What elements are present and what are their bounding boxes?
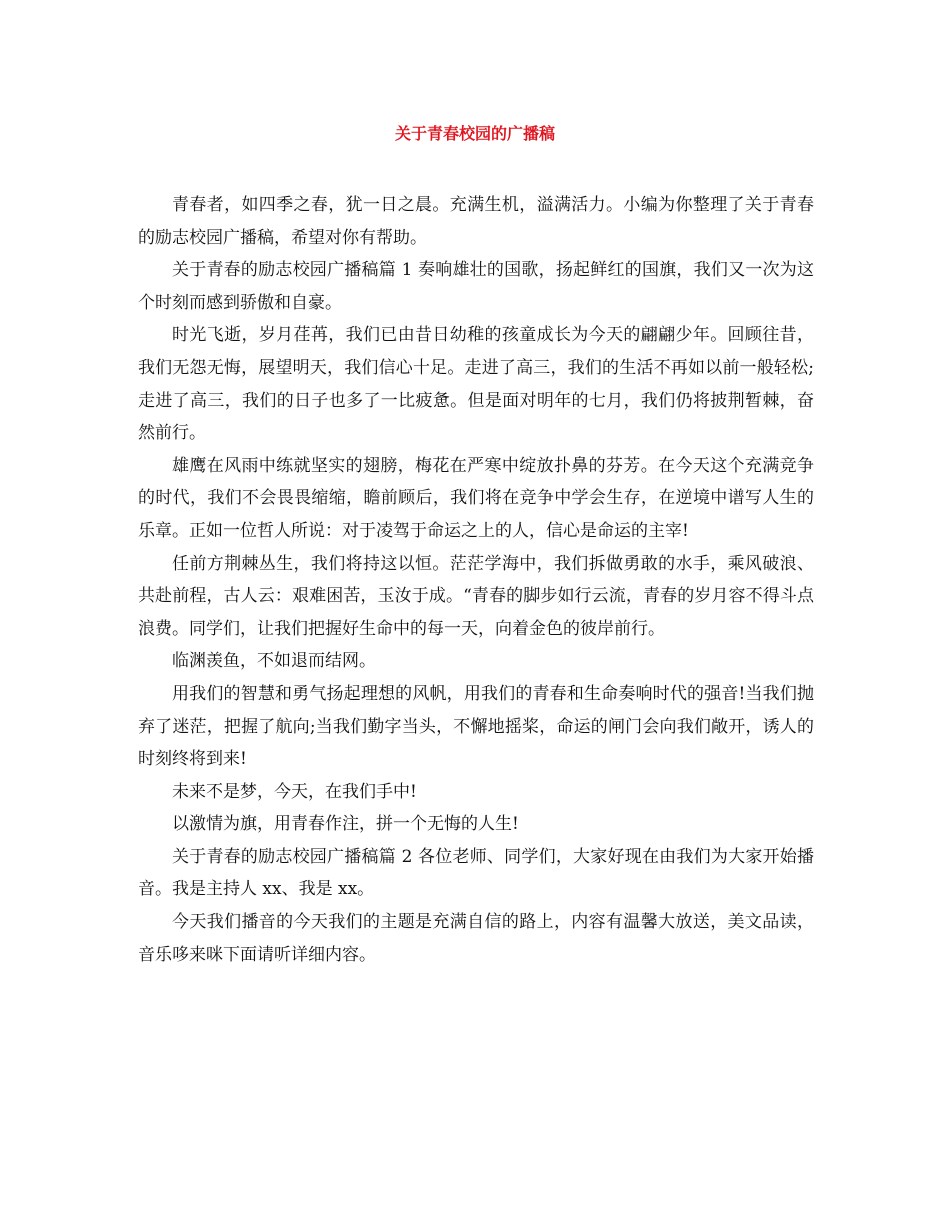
document-title: 关于青春校园的广播稿 [394,124,555,143]
paragraph-passion: 以激情为旗，用青春作注，拼一个无悔的人生! [172,814,519,835]
paragraph-future: 未来不是梦，今天，在我们手中! [172,781,417,802]
paragraph-time-flies: 时光飞逝，岁月荏苒，我们已由昔日幼稚的孩童成长为今天的翩翩少年。回顾往昔，我们无怨无悔，展望明天，我们信心十足。走进了高三，我们的生活不再如以前一般轻松;走进了高三，我们的日子也多了一比疲惫。但是面对明年的七月，我们仍将披荆暂棘，奋然前行。 [138,325,814,444]
paragraph-today-theme: 今天我们播音的今天我们的主题是充满自信的路上，内容有温馨大放送，美文品读，音乐哆来咪下面请听详细内容。 [138,912,814,965]
paragraph-article-1-opening: 关于青春的励志校园广播稿篇 1 奏响雄壮的国歌，扬起鲜红的国旗，我们又一次为这个时刻而感到骄傲和自豪。 [138,260,814,313]
paragraph-proverb: 临渊羡鱼，不如退而结网。 [172,651,376,672]
paragraph-thorns: 任前方荆棘丛生，我们将持这以恒。茫茫学海中，我们拆做勇敢的水手，乘风破浪、共赴前程，古人云：艰难困苦，玉汝于成。“青春的脚步如行云流，青春的岁月容不得斗点浪费。同学们，让我们把握好生命中的每一天，向着金色的彼岸前行。 [138,553,814,639]
paragraph-article-2-opening: 关于青春的励志校园广播稿篇 2 各位老师、同学们，大家好现在由我们为大家开始播音。我是主持人 xx、我是 xx。 [138,846,814,900]
paragraph-wisdom-courage: 用我们的智慧和勇气扬起理想的风帆，用我们的青春和生命奏响时代的强音!当我们抛弃了迷茫，把握了航向;当我们勤字当头，不懈地摇桨，命运的闸门会向我们敞开，诱人的时刻终将到来! [138,683,814,770]
paragraph-eagle: 雄鹰在风雨中练就坚实的翅膀，梅花在严寒中绽放扑鼻的芬芳。在今天这个充满竞争的时代，我们不会畏畏缩缩，瞻前顾后，我们将在竞争中学会生存，在逆境中谱写人生的乐章。正如一位哲人所说：对于凌驾于命运之上的人，信心是命运的主宰! [138,455,814,541]
document-body [138,189,814,971]
paragraph-intro: 青春者，如四季之春，犹一日之晨。充满生机，溢满活力。小编为你整理了关于青春的励志校园广播稿，希望对你有帮助。 [138,195,814,248]
